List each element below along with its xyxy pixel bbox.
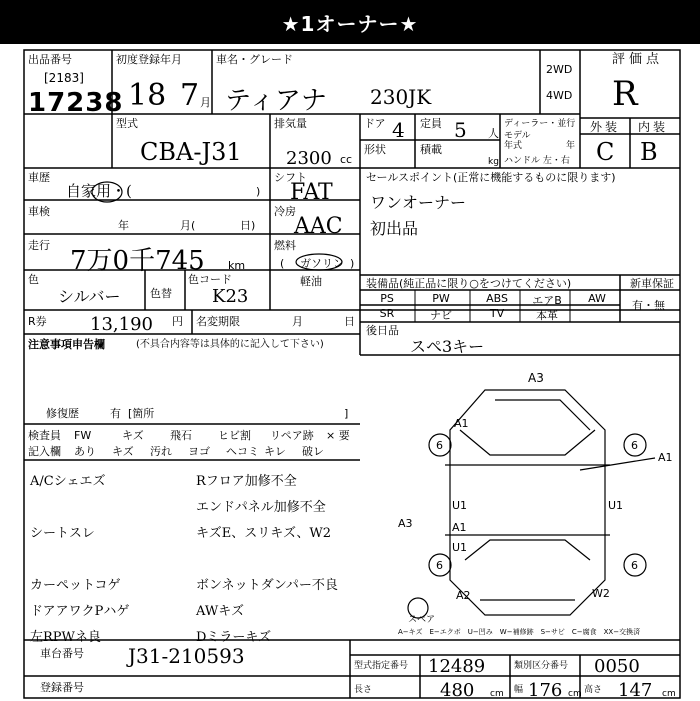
fuel-close: )	[350, 257, 355, 270]
legend-item: ヘコミ	[226, 445, 259, 458]
load-label: 積載	[420, 143, 442, 156]
exterior-score: C	[596, 138, 615, 166]
remark-left: シートスレ	[30, 526, 95, 541]
doors-label: ドア	[364, 117, 386, 130]
inspection-year: 年	[118, 219, 129, 232]
inspector-item: FW	[74, 429, 92, 442]
recycle-label: R券	[28, 315, 47, 328]
equipment-item: PS	[380, 292, 394, 305]
dmg-u1-1: U1	[452, 499, 468, 512]
dmg-a3-top: A3	[528, 371, 544, 385]
mileage-unit: km	[228, 259, 246, 272]
displacement-value: 2300	[286, 148, 332, 169]
drive-4wd: 4WD	[546, 89, 573, 102]
equipment-item: SR	[379, 307, 395, 320]
drive-2wd: 2WD	[546, 63, 573, 76]
inspector-item: リペア跡	[270, 429, 314, 442]
capacity-unit: 人	[488, 127, 499, 140]
car-diagram	[390, 370, 680, 635]
equipment-item: ABS	[486, 292, 508, 305]
car-name-label: 車名・グレード	[216, 53, 293, 66]
displacement-label: 排気量	[274, 117, 307, 130]
lot-sub: [2183]	[44, 71, 84, 85]
repair-value: 有	[110, 407, 121, 420]
equipment-item: PW	[432, 292, 450, 305]
wid-value: 176	[528, 680, 563, 701]
cat-label: 類別区分番号	[514, 661, 569, 671]
dmg-a1-right: A1	[658, 451, 673, 464]
guarantee-value: 有・無	[632, 299, 665, 312]
legend-item: ヨゴ	[188, 445, 210, 458]
year-label: 年式	[504, 141, 523, 151]
displacement-unit: cc	[340, 153, 353, 166]
fuel-label: 燃料	[274, 239, 296, 252]
category-label: 車歴	[28, 171, 50, 184]
remark-left: A/Cシェエズ	[30, 474, 106, 489]
reg-label: 登録番号	[40, 681, 84, 694]
equipment-label: 装備品(純正品に限り○をつけてください)	[366, 277, 572, 290]
dmg-a2: A2	[456, 589, 471, 602]
repair-end: ]	[344, 407, 349, 420]
inspector-item: ヒビ割	[218, 429, 251, 442]
sales-line1: ワンオーナー	[370, 193, 467, 212]
aircon-value: AAC	[294, 214, 343, 239]
inspector-item: キズ	[122, 429, 144, 442]
guarantee-label: 新車保証	[630, 277, 674, 290]
legend-item: 破レ	[302, 445, 324, 458]
remark-right: キズE、スリキズ、W2	[196, 526, 331, 541]
mileage-value: 7万0千745	[70, 246, 205, 276]
dmg-6-fr: 6	[631, 439, 638, 452]
notes-sub: (不具合内容等は具体的に記入して下さい)	[136, 339, 324, 350]
car-name-value: ティアナ	[225, 86, 327, 116]
remark-right: Rフロア加修不全	[196, 474, 297, 489]
model-value: CBA-J31	[140, 138, 242, 166]
color-value: シルバー	[58, 287, 121, 306]
remark-left: 左RPWネ良	[30, 630, 101, 645]
first-reg-month: 7	[180, 78, 200, 113]
inspection-label: 車検	[28, 205, 50, 218]
color-label: 色	[28, 273, 39, 286]
dmg-6-rl: 6	[436, 559, 443, 572]
remark-right: AWキズ	[196, 604, 244, 619]
dmg-u1-2: U1	[452, 541, 468, 554]
color-change-label: 色替	[150, 287, 172, 300]
lot-label: 出品番号	[28, 53, 72, 66]
capacity-label: 定員	[420, 117, 442, 130]
damage-legend: A−キズ E−エクボ U−凹み W−補修跡 S−サビ C−腐食 XX−交換済	[398, 628, 641, 636]
name-change-month: 月	[292, 315, 303, 328]
category-close: )	[256, 185, 261, 198]
category-value: 自家用・(	[66, 182, 132, 200]
name-change-label: 名変期限	[196, 315, 240, 328]
fuel-circle	[294, 252, 344, 272]
first-reg-month-unit: 月	[200, 96, 211, 109]
category-circle	[90, 180, 124, 204]
equipment-item: TV	[489, 307, 505, 320]
interior-label: 内装	[638, 120, 669, 134]
spare-label: スペア	[408, 615, 436, 625]
model-year-label: モデル	[504, 131, 531, 141]
load-unit: kg	[488, 157, 499, 167]
exterior-label: 外装	[590, 120, 621, 134]
inspection-month: 月(	[180, 219, 196, 232]
type-label: 型式指定番号	[354, 661, 409, 671]
recycle-unit: 円	[172, 315, 183, 328]
inspector-label: 検査員	[28, 429, 61, 442]
model-label: 型式	[116, 117, 138, 130]
legend-label: 記入欄	[28, 445, 61, 458]
repair-box: [箇所	[128, 407, 155, 420]
remark-right: エンドパネル加修不全	[196, 500, 326, 515]
sales-line2: 初出品	[370, 219, 419, 238]
sales-label: セールスポイント(正常に機能するものに限ります)	[366, 171, 616, 184]
equipment-item: 本革	[536, 309, 558, 322]
first-reg-year: 18	[128, 78, 167, 113]
repair-label: 修復歴	[46, 407, 79, 420]
legend-item: キズ	[112, 445, 134, 458]
legend-item: 汚れ	[150, 445, 172, 458]
first-reg-label: 初度登録年月	[116, 53, 182, 66]
dmg-6-rr: 6	[631, 559, 638, 572]
score-label: 評価点	[612, 52, 664, 67]
chassis-label: 車台番号	[40, 647, 84, 660]
interior-score: B	[640, 138, 658, 166]
legend-item: あり	[74, 445, 96, 458]
shift-label: シフト	[274, 171, 307, 184]
dealer-label: ディーラー・並行	[504, 119, 576, 129]
shape-label: 形状	[364, 143, 386, 156]
remark-right: Dミラーキズ	[196, 630, 272, 645]
remark-right: ボンネットダンパー不良	[196, 578, 338, 593]
fuel-gas: ガソリン	[300, 257, 344, 270]
inspector-item: × 要	[326, 429, 350, 442]
type-value: 12489	[428, 656, 486, 677]
dmg-u1-3: U1	[608, 499, 624, 512]
legend-item: キレ	[264, 445, 286, 458]
hei-unit: cm	[662, 689, 676, 699]
len-value: 480	[440, 680, 475, 701]
shift-value: FAT	[290, 180, 333, 205]
equipment-item: ナビ	[430, 309, 452, 322]
dmg-6-fl: 6	[436, 439, 443, 452]
equipment-item: AW	[588, 292, 606, 305]
cat-value: 0050	[594, 656, 640, 677]
dmg-a1-left: A1	[454, 417, 469, 430]
remark-left: ドアアワクPハゲ	[30, 604, 130, 619]
wid-unit: cm	[568, 689, 582, 699]
color-code-label: 色コード	[188, 273, 232, 286]
len-label: 長さ	[354, 685, 373, 695]
color-code: K23	[212, 286, 249, 307]
mileage-label: 走行	[28, 239, 50, 252]
fuel-diesel: 軽油	[300, 275, 322, 288]
inspector-item: 飛石	[170, 429, 192, 442]
lot-number: 17238	[28, 88, 124, 118]
name-change-day: 日	[344, 315, 355, 328]
car-grade-value: 230JK	[370, 85, 432, 109]
aircon-label: 冷房	[274, 205, 296, 218]
chassis-value: J31-210593	[128, 644, 245, 668]
year-unit: 年	[566, 141, 576, 151]
remark-left: カーペットコゲ	[30, 578, 121, 593]
after-label: 後日品	[366, 324, 399, 337]
doors-value: 4	[392, 118, 405, 142]
score-value: R	[612, 74, 638, 114]
banner: ★1オーナー★	[0, 0, 700, 44]
hei-label: 高さ	[584, 685, 603, 695]
notes-label: 注意事項申告欄	[28, 338, 105, 351]
dmg-a3-left: A3	[398, 517, 413, 530]
fuel-open: (	[280, 257, 285, 270]
len-unit: cm	[490, 689, 504, 699]
handle-label: ハンドル 左・右	[504, 156, 570, 166]
dmg-a1-mid: A1	[452, 521, 467, 534]
hei-value: 147	[618, 680, 653, 701]
wid-label: 幅	[514, 685, 524, 695]
capacity-value: 5	[454, 118, 467, 142]
after-value: スペ3キー	[410, 337, 485, 356]
inspection-day: 日)	[240, 219, 256, 232]
equipment-item: エアB	[532, 294, 562, 307]
recycle-value: 13,190	[90, 314, 153, 335]
dmg-w2: W2	[592, 587, 610, 600]
